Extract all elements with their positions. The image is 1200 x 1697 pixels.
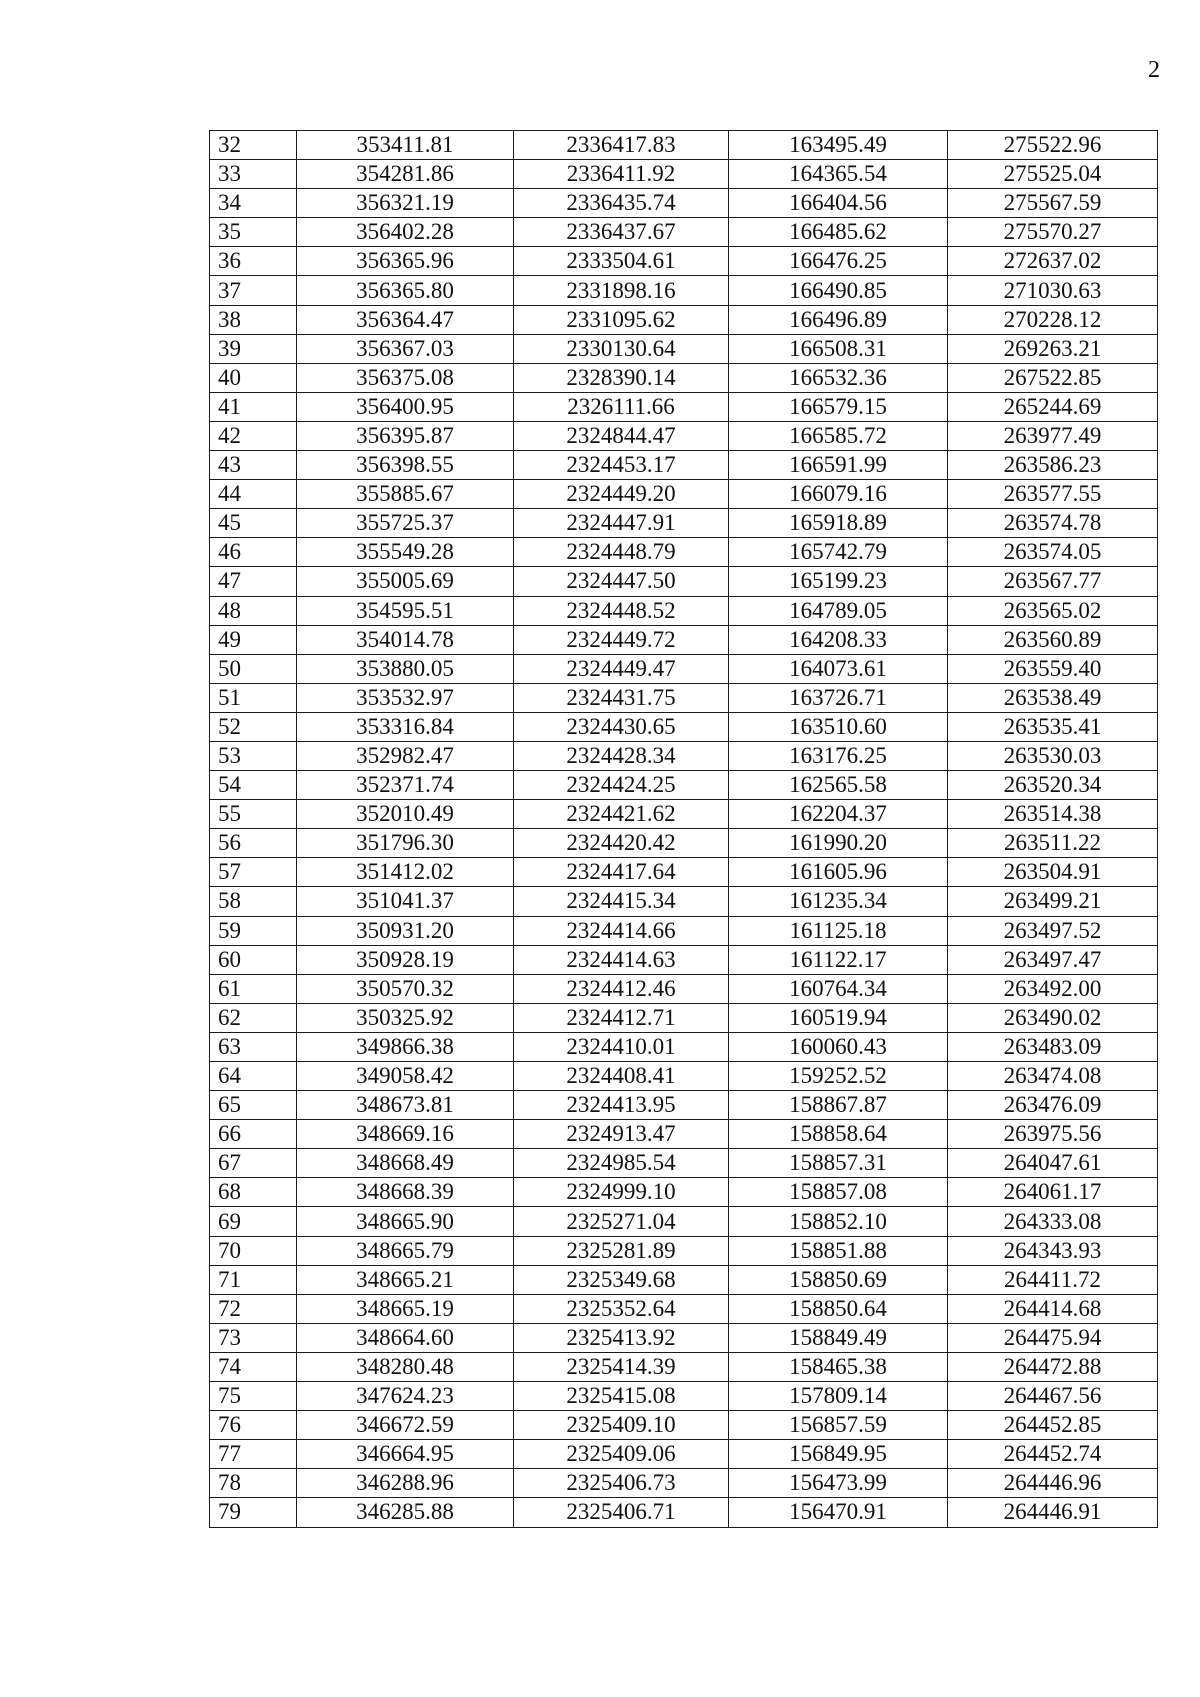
table-row [210,1091,1158,1120]
coord-d-cell: 263476.09 [948,1091,1158,1120]
coord-c-cell: 166485.62 [729,218,948,247]
coord-b-cell: 2324449.20 [514,480,729,509]
coord-c-cell: 164073.61 [729,654,948,683]
coord-b-cell: 2331095.62 [514,305,729,334]
point-number-cell: 35 [210,218,297,247]
coord-b-cell: 2324431.75 [514,683,729,712]
coord-b-cell: 2324408.41 [514,1062,729,1091]
coord-b-cell: 2330130.64 [514,334,729,363]
point-number-cell: 79 [210,1498,297,1527]
coord-a-cell: 350928.19 [297,945,514,974]
coord-d-cell: 263560.89 [948,625,1158,654]
coord-a-cell: 353316.84 [297,712,514,741]
coordinate-table-body [210,131,1158,1528]
table-row [210,1469,1158,1498]
coord-c-cell: 161122.17 [729,945,948,974]
point-number-cell: 48 [210,596,297,625]
coord-a-cell: 348280.48 [297,1352,514,1381]
point-number-cell: 70 [210,1236,297,1265]
coord-d-cell: 263535.41 [948,712,1158,741]
coord-a-cell: 346288.96 [297,1469,514,1498]
coord-a-cell: 351041.37 [297,887,514,916]
point-number-cell: 73 [210,1323,297,1352]
table-row [210,1003,1158,1032]
coord-c-cell: 160060.43 [729,1032,948,1061]
point-number-cell: 49 [210,625,297,654]
coord-c-cell: 166476.25 [729,247,948,276]
coord-d-cell: 269263.21 [948,334,1158,363]
point-number-cell: 51 [210,683,297,712]
coord-b-cell: 2324985.54 [514,1149,729,1178]
coord-b-cell: 2324999.10 [514,1178,729,1207]
point-number-cell: 54 [210,771,297,800]
coord-a-cell: 348665.79 [297,1236,514,1265]
coord-a-cell: 354014.78 [297,625,514,654]
coord-a-cell: 356365.96 [297,247,514,276]
table-row [210,887,1158,916]
coordinate-table [209,130,1158,1528]
coord-b-cell: 2324913.47 [514,1120,729,1149]
coord-d-cell: 264343.93 [948,1236,1158,1265]
coord-b-cell: 2324449.72 [514,625,729,654]
coord-d-cell: 264446.96 [948,1469,1158,1498]
table-row [210,363,1158,392]
point-number-cell: 60 [210,945,297,974]
table-row [210,276,1158,305]
coord-a-cell: 346664.95 [297,1440,514,1469]
coord-d-cell: 263530.03 [948,741,1158,770]
coord-a-cell: 347624.23 [297,1382,514,1411]
table-row [210,771,1158,800]
coord-d-cell: 264414.68 [948,1294,1158,1323]
table-row [210,1149,1158,1178]
coord-b-cell: 2324421.62 [514,800,729,829]
coord-a-cell: 355549.28 [297,538,514,567]
coord-b-cell: 2333504.61 [514,247,729,276]
point-number-cell: 69 [210,1207,297,1236]
table-row [210,800,1158,829]
point-number-cell: 33 [210,160,297,189]
coord-d-cell: 264472.88 [948,1352,1158,1381]
table-row [210,1411,1158,1440]
coord-c-cell: 164789.05 [729,596,948,625]
coord-b-cell: 2324448.79 [514,538,729,567]
point-number-cell: 75 [210,1382,297,1411]
coord-b-cell: 2336417.83 [514,131,729,160]
coord-a-cell: 348664.60 [297,1323,514,1352]
coord-b-cell: 2324448.52 [514,596,729,625]
coord-b-cell: 2324413.95 [514,1091,729,1120]
table-row [210,625,1158,654]
table-row [210,1207,1158,1236]
coord-d-cell: 270228.12 [948,305,1158,334]
coord-d-cell: 263520.34 [948,771,1158,800]
coord-a-cell: 351412.02 [297,858,514,887]
coord-c-cell: 166579.15 [729,392,948,421]
coord-c-cell: 158867.87 [729,1091,948,1120]
point-number-cell: 64 [210,1062,297,1091]
coord-a-cell: 356321.19 [297,189,514,218]
coord-b-cell: 2324420.42 [514,829,729,858]
table-row [210,160,1158,189]
coord-a-cell: 356364.47 [297,305,514,334]
point-number-cell: 37 [210,276,297,305]
table-row [210,1323,1158,1352]
coord-d-cell: 275522.96 [948,131,1158,160]
coord-c-cell: 166585.72 [729,421,948,450]
coord-a-cell: 348665.19 [297,1294,514,1323]
table-row [210,334,1158,363]
coord-a-cell: 353532.97 [297,683,514,712]
point-number-cell: 55 [210,800,297,829]
coord-d-cell: 275567.59 [948,189,1158,218]
coord-c-cell: 166496.89 [729,305,948,334]
table-row [210,1236,1158,1265]
coord-a-cell: 352371.74 [297,771,514,800]
point-number-cell: 57 [210,858,297,887]
table-row [210,683,1158,712]
table-row [210,1352,1158,1381]
coord-b-cell: 2324414.66 [514,916,729,945]
coord-b-cell: 2324449.47 [514,654,729,683]
point-number-cell: 41 [210,392,297,421]
coord-b-cell: 2324412.46 [514,974,729,1003]
coord-b-cell: 2328390.14 [514,363,729,392]
coord-a-cell: 356400.95 [297,392,514,421]
coord-c-cell: 158850.64 [729,1294,948,1323]
coord-b-cell: 2325406.73 [514,1469,729,1498]
coord-c-cell: 158465.38 [729,1352,948,1381]
coord-c-cell: 161235.34 [729,887,948,916]
coord-d-cell: 264333.08 [948,1207,1158,1236]
coord-c-cell: 165199.23 [729,567,948,596]
point-number-cell: 68 [210,1178,297,1207]
coord-d-cell: 263567.77 [948,567,1158,596]
coord-d-cell: 275525.04 [948,160,1158,189]
coord-c-cell: 164208.33 [729,625,948,654]
point-number-cell: 43 [210,451,297,480]
coord-d-cell: 263577.55 [948,480,1158,509]
coord-c-cell: 158850.69 [729,1265,948,1294]
coord-c-cell: 164365.54 [729,160,948,189]
point-number-cell: 52 [210,712,297,741]
point-number-cell: 42 [210,421,297,450]
point-number-cell: 63 [210,1032,297,1061]
point-number-cell: 39 [210,334,297,363]
table-row [210,654,1158,683]
coord-a-cell: 356402.28 [297,218,514,247]
table-row [210,1440,1158,1469]
coord-b-cell: 2325349.68 [514,1265,729,1294]
coord-b-cell: 2325352.64 [514,1294,729,1323]
coord-a-cell: 348673.81 [297,1091,514,1120]
coord-a-cell: 354281.86 [297,160,514,189]
coord-a-cell: 346672.59 [297,1411,514,1440]
coord-d-cell: 263490.02 [948,1003,1158,1032]
coord-d-cell: 272637.02 [948,247,1158,276]
coord-c-cell: 156473.99 [729,1469,948,1498]
coord-d-cell: 264446.91 [948,1498,1158,1527]
coord-b-cell: 2324412.71 [514,1003,729,1032]
coord-b-cell: 2324428.34 [514,741,729,770]
coord-b-cell: 2324447.50 [514,567,729,596]
coord-d-cell: 263559.40 [948,654,1158,683]
point-number-cell: 65 [210,1091,297,1120]
coord-b-cell: 2336435.74 [514,189,729,218]
coord-c-cell: 158858.64 [729,1120,948,1149]
coord-d-cell: 271030.63 [948,276,1158,305]
point-number-cell: 66 [210,1120,297,1149]
table-row [210,1032,1158,1061]
coord-b-cell: 2324430.65 [514,712,729,741]
coord-a-cell: 351796.30 [297,829,514,858]
coord-c-cell: 161990.20 [729,829,948,858]
coord-d-cell: 263565.02 [948,596,1158,625]
coord-d-cell: 264475.94 [948,1323,1158,1352]
coord-c-cell: 156470.91 [729,1498,948,1527]
coord-c-cell: 158852.10 [729,1207,948,1236]
table-row [210,189,1158,218]
coord-a-cell: 353411.81 [297,131,514,160]
table-row [210,538,1158,567]
coord-a-cell: 355005.69 [297,567,514,596]
coord-b-cell: 2324414.63 [514,945,729,974]
point-number-cell: 50 [210,654,297,683]
coord-c-cell: 163510.60 [729,712,948,741]
coord-a-cell: 348668.49 [297,1149,514,1178]
coord-b-cell: 2324415.34 [514,887,729,916]
table-row [210,916,1158,945]
table-row [210,858,1158,887]
table-row [210,1382,1158,1411]
point-number-cell: 45 [210,509,297,538]
coord-b-cell: 2325271.04 [514,1207,729,1236]
point-number-cell: 40 [210,363,297,392]
table-row [210,392,1158,421]
point-number-cell: 78 [210,1469,297,1498]
coord-c-cell: 162565.58 [729,771,948,800]
coord-c-cell: 166404.56 [729,189,948,218]
table-row [210,480,1158,509]
table-row [210,712,1158,741]
coord-a-cell: 353880.05 [297,654,514,683]
coord-a-cell: 346285.88 [297,1498,514,1527]
coord-d-cell: 263574.78 [948,509,1158,538]
table-row [210,567,1158,596]
coord-b-cell: 2324844.47 [514,421,729,450]
coord-c-cell: 161125.18 [729,916,948,945]
table-row [210,829,1158,858]
table-row [210,247,1158,276]
table-row [210,1120,1158,1149]
coord-d-cell: 263497.52 [948,916,1158,945]
coord-a-cell: 355725.37 [297,509,514,538]
coord-c-cell: 157809.14 [729,1382,948,1411]
coord-d-cell: 263514.38 [948,800,1158,829]
coord-a-cell: 356395.87 [297,421,514,450]
point-number-cell: 53 [210,741,297,770]
coord-a-cell: 348665.21 [297,1265,514,1294]
point-number-cell: 46 [210,538,297,567]
coord-b-cell: 2325406.71 [514,1498,729,1527]
coord-a-cell: 348665.90 [297,1207,514,1236]
table-row [210,596,1158,625]
coord-d-cell: 263492.00 [948,974,1158,1003]
coord-a-cell: 355885.67 [297,480,514,509]
coord-d-cell: 263499.21 [948,887,1158,916]
coord-c-cell: 162204.37 [729,800,948,829]
coord-c-cell: 161605.96 [729,858,948,887]
coord-c-cell: 163176.25 [729,741,948,770]
coord-b-cell: 2326111.66 [514,392,729,421]
coord-c-cell: 159252.52 [729,1062,948,1091]
point-number-cell: 77 [210,1440,297,1469]
point-number-cell: 36 [210,247,297,276]
coord-a-cell: 354595.51 [297,596,514,625]
table-row [210,974,1158,1003]
coord-c-cell: 160519.94 [729,1003,948,1032]
point-number-cell: 38 [210,305,297,334]
coord-d-cell: 263483.09 [948,1032,1158,1061]
table-row [210,1265,1158,1294]
point-number-cell: 59 [210,916,297,945]
coord-d-cell: 263474.08 [948,1062,1158,1091]
point-number-cell: 67 [210,1149,297,1178]
coord-b-cell: 2325414.39 [514,1352,729,1381]
coord-b-cell: 2325409.06 [514,1440,729,1469]
point-number-cell: 61 [210,974,297,1003]
coord-b-cell: 2325415.08 [514,1382,729,1411]
coord-d-cell: 263975.56 [948,1120,1158,1149]
coord-d-cell: 267522.85 [948,363,1158,392]
coord-d-cell: 263574.05 [948,538,1158,567]
point-number-cell: 71 [210,1265,297,1294]
coord-b-cell: 2325413.92 [514,1323,729,1352]
coord-d-cell: 264452.74 [948,1440,1158,1469]
coord-d-cell: 263538.49 [948,683,1158,712]
point-number-cell: 56 [210,829,297,858]
coord-c-cell: 163726.71 [729,683,948,712]
coord-a-cell: 352010.49 [297,800,514,829]
coord-c-cell: 158857.08 [729,1178,948,1207]
coord-a-cell: 356398.55 [297,451,514,480]
coord-b-cell: 2324424.25 [514,771,729,800]
coord-c-cell: 166508.31 [729,334,948,363]
coord-a-cell: 349058.42 [297,1062,514,1091]
coord-c-cell: 156849.95 [729,1440,948,1469]
coord-a-cell: 348669.16 [297,1120,514,1149]
coord-b-cell: 2324417.64 [514,858,729,887]
coord-b-cell: 2324447.91 [514,509,729,538]
table-row [210,945,1158,974]
coord-d-cell: 264047.61 [948,1149,1158,1178]
point-number-cell: 72 [210,1294,297,1323]
coord-c-cell: 165742.79 [729,538,948,567]
coord-a-cell: 350570.32 [297,974,514,1003]
point-number-cell: 34 [210,189,297,218]
coord-c-cell: 166591.99 [729,451,948,480]
coord-a-cell: 352982.47 [297,741,514,770]
coord-c-cell: 158849.49 [729,1323,948,1352]
table-row [210,1062,1158,1091]
coord-d-cell: 264452.85 [948,1411,1158,1440]
coord-d-cell: 263977.49 [948,421,1158,450]
point-number-cell: 58 [210,887,297,916]
coord-a-cell: 356367.03 [297,334,514,363]
coord-a-cell: 348668.39 [297,1178,514,1207]
point-number-cell: 62 [210,1003,297,1032]
coord-d-cell: 265244.69 [948,392,1158,421]
coord-c-cell: 166079.16 [729,480,948,509]
table-row [210,509,1158,538]
point-number-cell: 44 [210,480,297,509]
coord-c-cell: 163495.49 [729,131,948,160]
coord-c-cell: 156857.59 [729,1411,948,1440]
coord-d-cell: 263497.47 [948,945,1158,974]
coord-d-cell: 264467.56 [948,1382,1158,1411]
coord-d-cell: 263586.23 [948,451,1158,480]
coord-c-cell: 158857.31 [729,1149,948,1178]
table-row [210,741,1158,770]
coord-b-cell: 2325281.89 [514,1236,729,1265]
coord-d-cell: 264061.17 [948,1178,1158,1207]
coord-a-cell: 356365.80 [297,276,514,305]
coord-c-cell: 160764.34 [729,974,948,1003]
coord-b-cell: 2325409.10 [514,1411,729,1440]
table-row [210,1498,1158,1527]
coord-d-cell: 264411.72 [948,1265,1158,1294]
coord-c-cell: 158851.88 [729,1236,948,1265]
coord-a-cell: 350325.92 [297,1003,514,1032]
coord-b-cell: 2324453.17 [514,451,729,480]
coord-d-cell: 263511.22 [948,829,1158,858]
coord-b-cell: 2336411.92 [514,160,729,189]
table-row [210,451,1158,480]
coord-a-cell: 349866.38 [297,1032,514,1061]
point-number-cell: 32 [210,131,297,160]
table-row [210,421,1158,450]
page-number: 2 [1148,57,1160,83]
coord-b-cell: 2336437.67 [514,218,729,247]
coord-c-cell: 166532.36 [729,363,948,392]
point-number-cell: 74 [210,1352,297,1381]
coord-d-cell: 275570.27 [948,218,1158,247]
table-row [210,1178,1158,1207]
coord-d-cell: 263504.91 [948,858,1158,887]
coord-b-cell: 2331898.16 [514,276,729,305]
table-row [210,305,1158,334]
table-row [210,131,1158,160]
coord-a-cell: 350931.20 [297,916,514,945]
coord-b-cell: 2324410.01 [514,1032,729,1061]
point-number-cell: 76 [210,1411,297,1440]
coord-a-cell: 356375.08 [297,363,514,392]
coord-c-cell: 165918.89 [729,509,948,538]
coord-c-cell: 166490.85 [729,276,948,305]
table-row [210,1294,1158,1323]
table-row [210,218,1158,247]
point-number-cell: 47 [210,567,297,596]
